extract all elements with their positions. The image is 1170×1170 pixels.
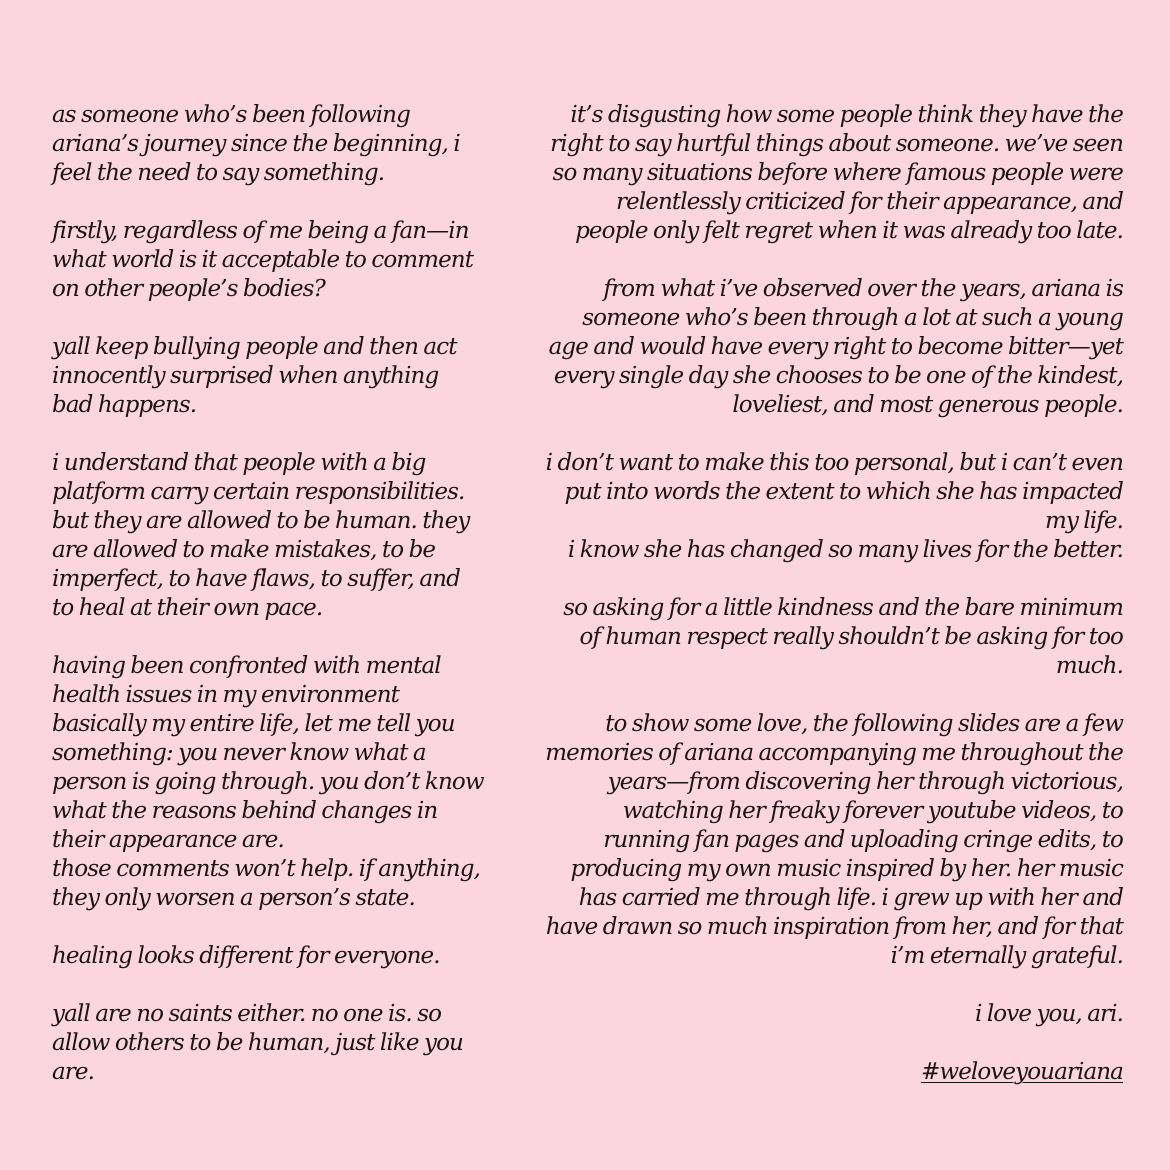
right-paragraph-5: to show some love, the following slides are a few memories of ariana accompanying me throughout the years—from discovering her through victorious, watching her freaky forever youtube videos, to running fan pages and uploading cringe edits, to producing my own music inspired by her. her music has carried me through life. i grew up with her and have drawn so much inspiration from her, and for that i’m eternally grateful. xyxy=(545,711,1123,969)
left-paragraph-6: healing looks different for everyone. xyxy=(52,943,440,969)
left-paragraph-5: having been confronted with mental health issues in my environment basically my entire life, let me tell you something: you never know what a person is going through. you don’t know what the reasons behind changes in their appearance are. those comments won’t help. if anything, they only worsen a person’s state. xyxy=(52,653,484,911)
hashtag-link[interactable]: #weloveyouariana xyxy=(921,1059,1123,1085)
right-paragraph-6: i love you, ari. xyxy=(974,1001,1123,1027)
right-paragraph-3: i don’t want to make this too personal, but i can’t even put into words the extent to which she has impacted my life. i know she has changed so many lives for the better. xyxy=(545,450,1123,563)
right-paragraph-4: so asking for a little kindness and the bare minimum of human respect really shouldn’t be asking for too much. xyxy=(563,595,1123,679)
right-paragraph-2: from what i’ve observed over the years, ariana is someone who’s been through a lot at such a young age and would have every right to become bitter—yet every single day she chooses to be one of the kindest, loveliest, and most generous people. xyxy=(548,276,1123,418)
left-paragraph-4: i understand that people with a big platform carry certain responsibilities. but they are allowed to be human. they are allowed to make mistakes, to be imperfect, to have flaws, to suffer, and to heal at their own pace. xyxy=(52,450,470,621)
left-paragraph-3: yall keep bullying people and then act innocently surprised when anything bad happens. xyxy=(52,334,457,418)
left-column xyxy=(52,101,484,1087)
left-paragraph-7: yall are no saints either. no one is. so allow others to be human, just like you are. xyxy=(52,1001,463,1085)
right-column xyxy=(540,101,1123,1087)
left-paragraph-2: firstly, regardless of me being a fan—in what world is it acceptable to comment on other people’s bodies? xyxy=(52,218,474,302)
left-paragraph-1: as someone who’s been following ariana’s journey since the beginning, i feel the need to say something. xyxy=(52,102,460,186)
right-paragraph-1: it’s disgusting how some people think they have the right to say hurtful things about someone. we’ve seen so many situations before where famous people were relentlessly criticized for their appearance, and people only felt regret when it was already too late. xyxy=(550,102,1123,244)
